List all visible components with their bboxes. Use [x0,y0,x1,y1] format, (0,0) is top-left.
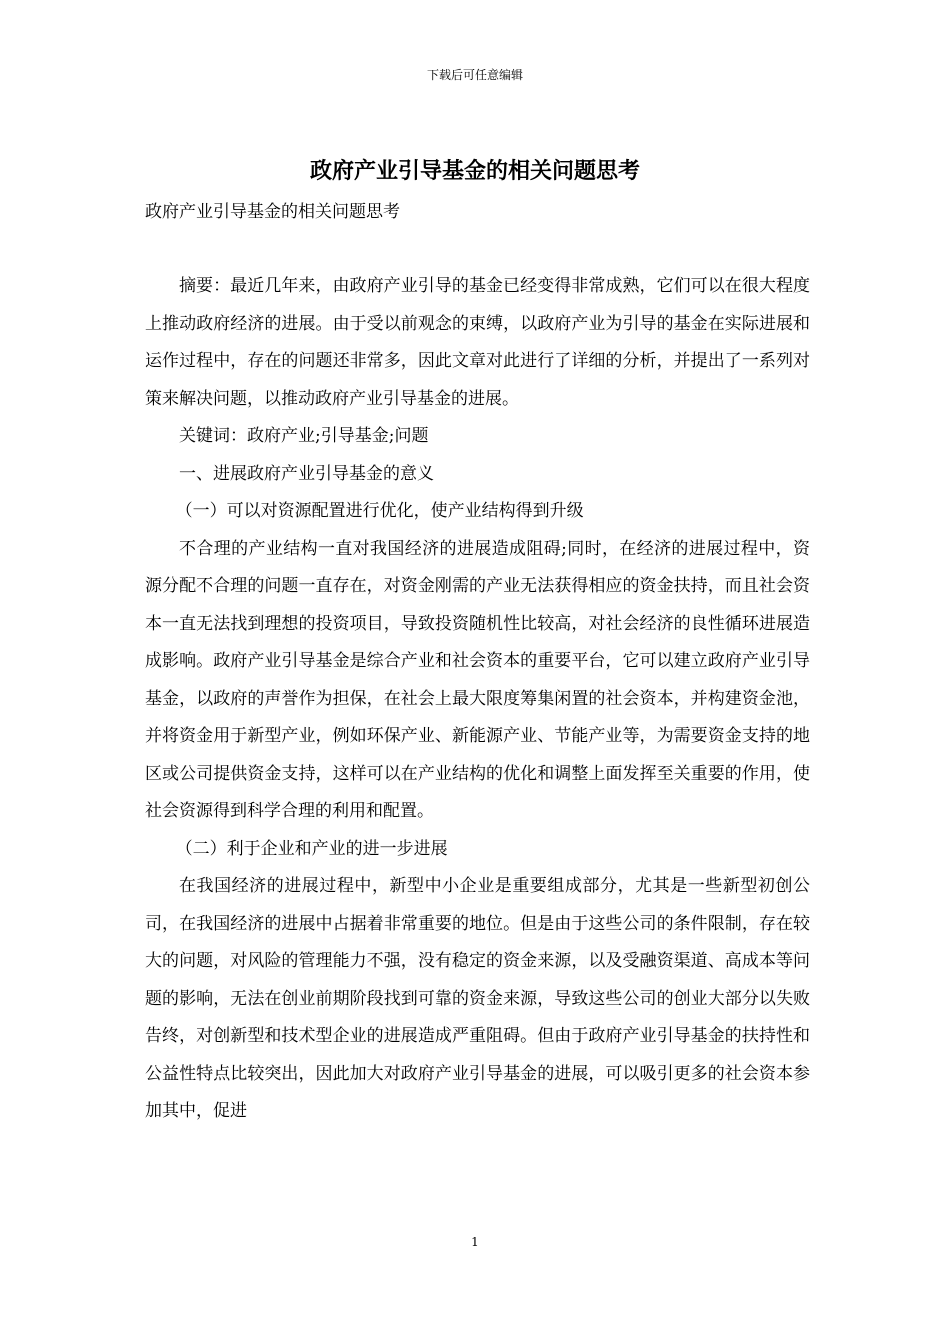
document-title: 政府产业引导基金的相关问题思考 [309,158,640,184]
body-paragraph: 在我国经济的进展过程中，新型中小企业是重要组成部分，尤其是一些新型初创公司，在我国经济的进展中占据着非常重要的地位。但是由于这些公司的条件限制，存在较大的问题，对风险的管理能力不强，没有稳定的资金来源，以及受融资渠道、高成本等问题的影响，无法在创业前期阶段找到可靠的资金来源，导致这些公司的创业大部分以失败告终，对创新型和技术型企业的进展造成严重阻碍。但由于政府产业引导基金的扶持性和公益性特点比较突出，因此加大对政府产业引导基金的进展，可以吸引更多的社会资本参加其中，促进 [145,876,810,1121]
keywords-line: 关键词：政府产业;引导基金;问题 [179,426,429,446]
page-header-note: 下载后可任意编辑 [426,68,523,82]
document-subtitle: 政府产业引导基金的相关问题思考 [145,202,400,222]
subsection-heading: （一）可以对资源配置进行优化，使产业结构得到升级 [175,501,584,521]
section-heading: 一、进展政府产业引导基金的意义 [179,463,434,484]
subsection-heading: （二）利于企业和产业的进一步进展 [175,838,448,859]
document-body [145,268,810,1131]
abstract-paragraph: 摘要：最近几年来，由政府产业引导的基金已经变得非常成熟，它们可以在很大程度上推动政府经济的进展。由于受以前观念的束缚，以政府产业为引导的基金在实际进展和运作过程中，存在的问题还非常多，因此文章对此进行了详细的分析，并提出了一系列对策来解决问题，以推动政府产业引导基金的进展。 [145,276,810,409]
page-number: 1 [471,1235,479,1249]
body-paragraph: 不合理的产业结构一直对我国经济的进展造成阻碍;同时，在经济的进展过程中，资源分配不合理的问题一直存在，对资金刚需的产业无法获得相应的资金扶持，而且社会资本一直无法找到理想的投资项目，导致投资随机性比较高，对社会经济的良性循环进展造成影响。政府产业引导基金是综合产业和社会资本的重要平台，它可以建立政府产业引导基金，以政府的声誉作为担保，在社会上最大限度筹集闲置的社会资本，并构建资金池，并将资金用于新型产业，例如环保产业、新能源产业、节能产业等，为需要资金支持的地区或公司提供资金支持，这样可以在产业结构的优化和调整上面发挥至关重要的作用，使社会资源得到科学合理的利用和配置。 [145,538,810,821]
